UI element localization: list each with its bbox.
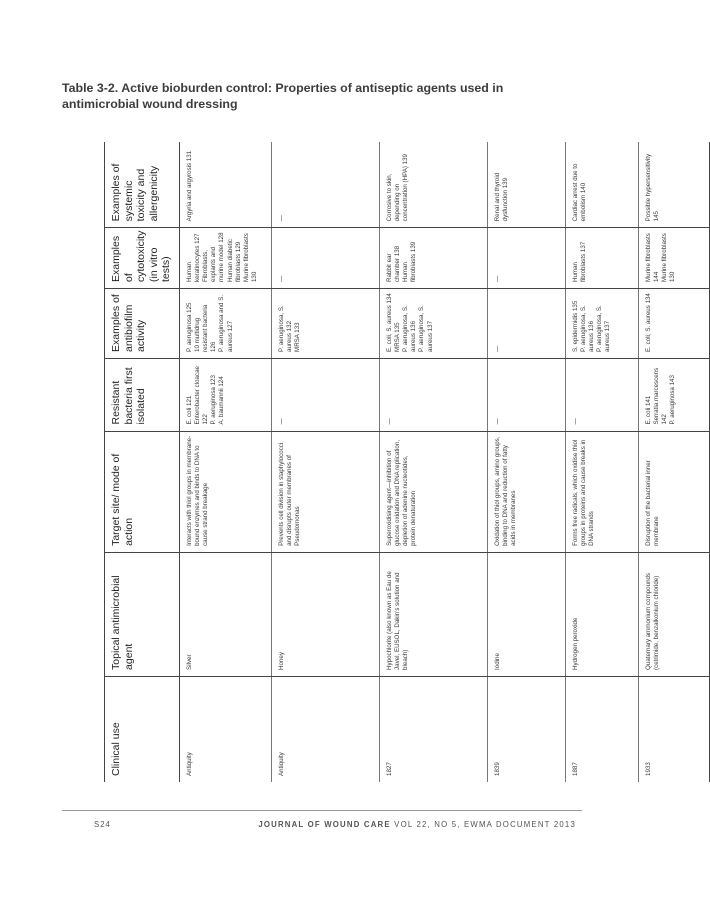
mode-cell: Oxidation of thiol groups, amino groups, binding to DNA and reduction of fatty acids in membranes — [487, 431, 565, 552]
cytotoxicity-cell — [487, 228, 565, 289]
agent-cell: Silver — [179, 552, 271, 676]
cell-line: P. aeruginosa and S. aureus 127 — [218, 294, 234, 352]
cell-line: — — [385, 418, 393, 425]
cell-line: P. aeruginosa, S. aureus 137 — [596, 305, 612, 352]
table-body — [179, 142, 709, 782]
cell-line: P. aeruginosa, S. aureus 136 — [401, 305, 418, 352]
cell-line: Possible hypersensitivity 145 — [644, 153, 660, 222]
systemic-cell — [638, 142, 709, 228]
cell-line: Murine fibroblasts 144 — [644, 233, 660, 283]
clinical-use-cell: 1887 — [565, 676, 638, 782]
cell-line: Murine fibroblasts 130 — [242, 233, 259, 283]
agent-cell: Honey — [271, 552, 379, 676]
cell-line: E. coli, S. aureus 134 — [644, 293, 652, 352]
cell-line: Enterobacter cloacae 122 — [193, 366, 209, 425]
cell-line: Rabbit ear chamber 138 — [385, 245, 401, 283]
journal-issue: VOL 22, NO 5, EWMA DOCUMENT 2013 — [394, 820, 576, 829]
cell-line: MRSA 133 — [293, 322, 301, 352]
mode-cell: Disruption of the bacterial inner membrane — [638, 431, 709, 552]
clinical-use-cell: Antiquity — [179, 676, 271, 782]
cell-line: — — [277, 275, 285, 283]
cell-line: E. coli, S. aureus 134 — [385, 293, 393, 352]
cell-line: — — [571, 418, 579, 425]
col-header-antibiofilm: Examples of antibiofilm activity — [105, 289, 180, 359]
clinical-use-cell: 1839 — [487, 676, 565, 782]
cell-line: P. aeruginosa 125 — [185, 302, 193, 352]
cell-line: E. coli 121 — [185, 395, 193, 425]
antibiofilm-cell — [487, 289, 565, 359]
col-header-clinical-use: Clinical use — [105, 676, 180, 782]
systemic-cell — [487, 142, 565, 228]
cytotoxicity-cell — [638, 228, 709, 289]
cell-line: Human keratinocytes 127 — [185, 233, 201, 283]
mode-cell: Forms free radicals, which oxidise thiol groups in proteins and cause breaks in DNA strands — [565, 431, 638, 552]
footer-rule — [62, 810, 582, 811]
cell-line: P. aeruginosa, S. aureus 136 — [579, 305, 595, 352]
mode-cell: Interacts with thiol groups in membrane-bound enzymes and binds to DNA to cause strand breakage — [179, 431, 271, 552]
cell-line: Serratia marcescens 142 — [652, 367, 668, 425]
mode-cell: Superoxidising agent—inhibition of glucose oxidation and DNA replication, depletion of adenine nucleotides, protein denaturation — [379, 431, 487, 552]
cell-line: P. aeruginosa 143 — [669, 375, 677, 425]
clinical-use-cell: 1933 — [638, 676, 709, 782]
col-header-cytotoxicity: Examples of cytotoxicity (in vitro tests) — [105, 228, 180, 289]
table-row — [379, 142, 487, 782]
cytotoxicity-cell — [565, 228, 638, 289]
systemic-cell — [565, 142, 638, 228]
cytotoxicity-cell — [379, 228, 487, 289]
clinical-use-cell: Antiquity — [271, 676, 379, 782]
header-row — [105, 142, 180, 782]
resistant-cell — [271, 358, 379, 431]
antibiofilm-cell — [565, 289, 638, 359]
agent-cell: Quaternary ammonium compounds (cetrimide, benzalkonium chloride) — [638, 552, 709, 676]
table-row — [565, 142, 638, 782]
agent-cell: Iodine — [487, 552, 565, 676]
cell-line: — — [277, 215, 285, 222]
page-number: S24 — [94, 820, 111, 829]
cell-line: A. baumannii 124 — [218, 376, 226, 425]
cell-line: — — [493, 275, 501, 283]
clinical-use-cell: 1827 — [379, 676, 487, 782]
cell-line: Cardiac arrest due to embolism 140 — [571, 163, 587, 222]
col-header-agent: Topical antimicrobial agent — [105, 552, 180, 676]
table-row — [271, 142, 379, 782]
table-row — [487, 142, 565, 782]
systemic-cell — [271, 142, 379, 228]
journal-line — [258, 820, 576, 829]
cell-line: — — [493, 345, 501, 352]
cell-line: Human diabetic fibroblasts 129 — [226, 239, 242, 283]
systemic-cell — [179, 142, 271, 228]
cell-line: E. coli 141 — [644, 395, 652, 425]
col-header-systemic: Examples of systemic toxicity and allergenicity — [105, 142, 180, 228]
resistant-cell — [179, 358, 271, 431]
table-row — [179, 142, 271, 782]
cell-line: P. aeruginosa, S. aureus 137 — [418, 305, 434, 352]
col-header-mode: Target site/ mode of action — [105, 431, 180, 552]
antiseptic-properties-table — [104, 142, 710, 782]
cell-line: S. epidermidis 135 — [571, 300, 579, 352]
cell-line: Human fibroblasts 137 — [571, 241, 587, 283]
resistant-cell — [487, 358, 565, 431]
resistant-cell — [638, 358, 709, 431]
cell-line: — — [277, 418, 285, 425]
table-frame — [104, 142, 677, 782]
systemic-cell — [379, 142, 487, 228]
cell-line: P. aeruginosa 123 — [210, 375, 218, 425]
table-row — [638, 142, 709, 782]
antibiofilm-cell — [379, 289, 487, 359]
cell-line: Corrosive to skin, depending on concentration (HPA) 139 — [385, 154, 409, 222]
cell-line: Human fibroblasts 139 — [401, 241, 418, 283]
cell-line: Murine fibroblasts 130 — [660, 233, 677, 283]
cell-line: Fibroblasts, explants and murine model 128 — [201, 232, 226, 283]
cell-line: MRSA 135 — [393, 322, 401, 352]
antibiofilm-cell — [271, 289, 379, 359]
antibiofilm-cell — [638, 289, 709, 359]
resistant-cell — [565, 358, 638, 431]
cell-line: Argyria and argyrosis 131 — [185, 150, 193, 222]
cell-line: — — [493, 418, 501, 425]
mode-cell: Prevents cell division in staphylococci and disrupts outer membranes of Pseudomonas — [271, 431, 379, 552]
agent-cell: Hypochlorite (also known as Eau de Javel, EUSOL, Dakin's solution and bleach) — [379, 552, 487, 676]
table-caption: Table 3-2. Active bioburden control: Properties of antiseptic agents used in antimicrobial wound dressing — [62, 81, 504, 111]
resistant-cell — [379, 358, 487, 431]
agent-cell: Hydrogen peroxide — [565, 552, 638, 676]
cell-line: 10 multidrug resistant bacteria 126 — [193, 304, 218, 352]
journal-title: JOURNAL OF WOUND CARE — [258, 820, 391, 829]
cytotoxicity-cell — [271, 228, 379, 289]
cell-line: P. aeruginosa, S. aureus 132 — [277, 305, 293, 352]
antibiofilm-cell — [179, 289, 271, 359]
cytotoxicity-cell — [179, 228, 271, 289]
cell-line: Renal and thyroid dysfunction 139 — [493, 172, 509, 222]
col-header-resistant: Resistant bacteria first isolated — [105, 358, 180, 431]
